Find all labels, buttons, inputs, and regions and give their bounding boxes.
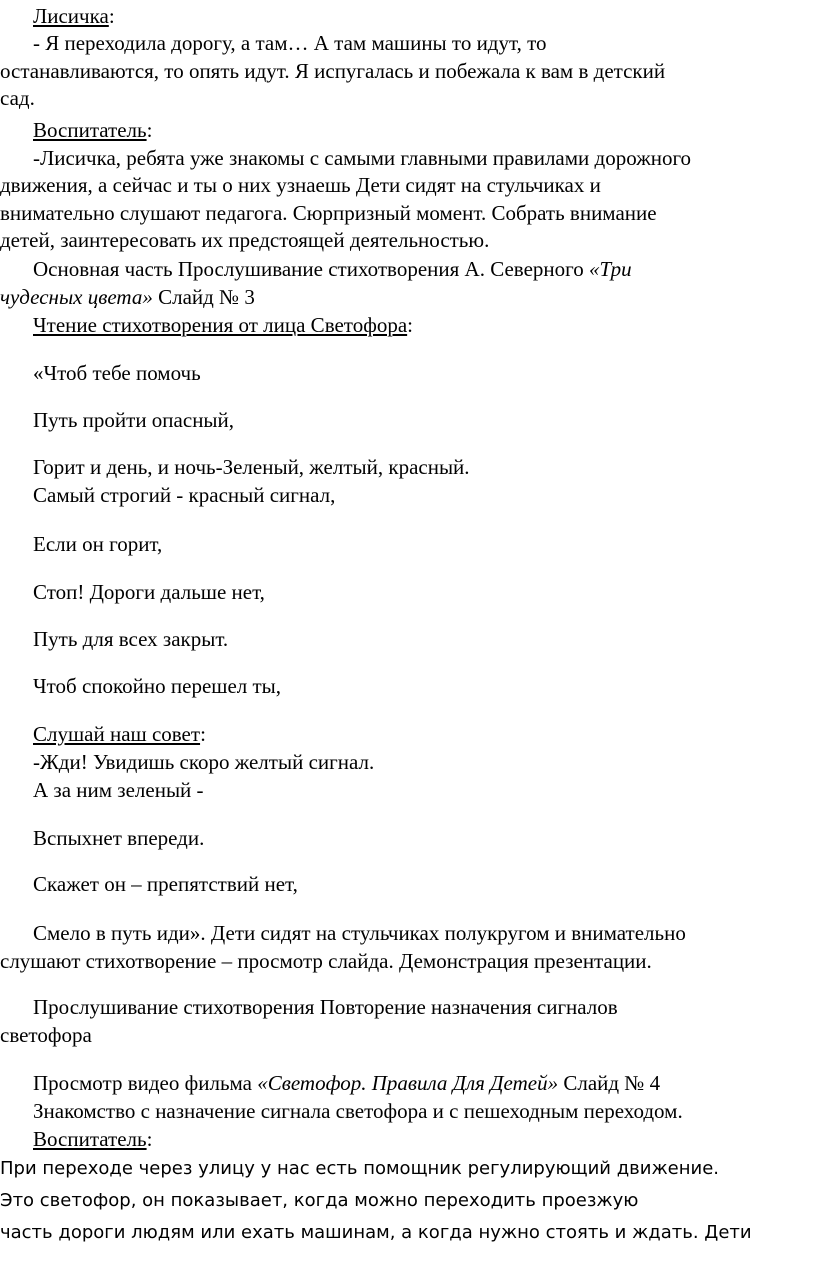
poem-title: «Три: [588, 257, 632, 281]
main-part-line: [33, 256, 632, 283]
text-line: Прослушивание стихотворения Повторение назначения сигналов: [33, 995, 618, 1019]
text-line: часть дороги людям или ехать машинам, а когда нужно стоять и ждать. Дети: [0, 1222, 752, 1243]
text-line: движения, а сейчас и ты о них узнаешь Дети сидят на стульчиках и: [0, 173, 601, 197]
poem-title-cont: чудесных цвета»: [0, 285, 153, 309]
text-line: светофора: [0, 1023, 92, 1047]
text-line: -Лисичка, ребята уже знакомы с самыми главными правилами дорожного: [33, 146, 692, 170]
speaker-line: Лисичка:: [33, 4, 115, 28]
poem-line: «Чтоб тебе помочь: [33, 361, 201, 385]
reading-heading-line: Чтение стихотворения от лица Светофора:: [33, 313, 413, 337]
video-line: [33, 1070, 660, 1097]
poem-line: Путь пройти опасный,: [33, 408, 235, 432]
poem-line: Стоп! Дороги дальше нет,: [33, 580, 265, 604]
slide-number: Слайд № 3: [152, 285, 255, 309]
text-line: внимательно слушают педагога. Сюрпризный момент. Собрать внимание: [0, 201, 657, 225]
reading-heading: Чтение стихотворения от лица Светофора: [33, 313, 408, 337]
poem-line: Путь для всех закрыт.: [33, 627, 229, 651]
text-line: Это светофор, он показывает, когда можно переходить проезжую: [0, 1190, 639, 1211]
poem-line: Если он горит,: [33, 532, 163, 556]
text-line: Смело в путь иди». Дети сидят на стульчиках полукругом и внимательно: [33, 921, 686, 945]
text-line: слушают стихотворение – просмотр слайда. Демонстрация презентации.: [0, 949, 652, 973]
poem-line: А за ним зеленый -: [33, 778, 204, 802]
speaker-teacher: Воспитатель: [33, 118, 147, 142]
text-line: детей, заинтересовать их предстоящей деятельностью.: [0, 228, 490, 252]
slide-number: Слайд № 4: [558, 1071, 661, 1095]
poem-line: Горит и день, и ночь-Зеленый, желтый, красный.: [33, 455, 470, 479]
advice-heading: Слушай наш совет: [33, 722, 201, 746]
speaker-fox: Лисичка: [33, 4, 109, 28]
poem-line: Чтоб спокойно перешел ты,: [33, 674, 282, 698]
poem-line: Скажет он – препятствий нет,: [33, 872, 298, 896]
poem-line: Вспыхнет впереди.: [33, 826, 205, 850]
poem-line: Самый строгий - красный сигнал,: [33, 483, 336, 507]
text-line: При переходе через улицу у нас есть помощник регулирующий движение.: [0, 1158, 719, 1179]
main-part-text: Основная часть Прослушивание стихотворения А. Северного: [33, 257, 589, 281]
advice-heading-line: Слушай наш совет:: [33, 722, 206, 746]
text-line: сад.: [0, 86, 35, 110]
poem-title-line: [0, 284, 255, 311]
video-text: Просмотр видео фильма: [33, 1071, 258, 1095]
text-line: останавливаются, то опять идут. Я испугалась и побежала к вам в детский: [0, 59, 666, 83]
poem-line: -Жди! Увидишь скоро желтый сигнал.: [33, 750, 375, 774]
video-title: «Светофор. Правила Для Детей»: [257, 1071, 559, 1095]
speaker-line: Воспитатель:: [33, 1127, 153, 1151]
speaker-teacher: Воспитатель: [33, 1127, 147, 1151]
text-line: Знакомство с назначение сигнала светофора и с пешеходным переходом.: [33, 1099, 683, 1123]
text-line: - Я переходила дорогу, а там… А там машины то идут, то: [33, 31, 547, 55]
speaker-line: Воспитатель:: [33, 118, 153, 142]
